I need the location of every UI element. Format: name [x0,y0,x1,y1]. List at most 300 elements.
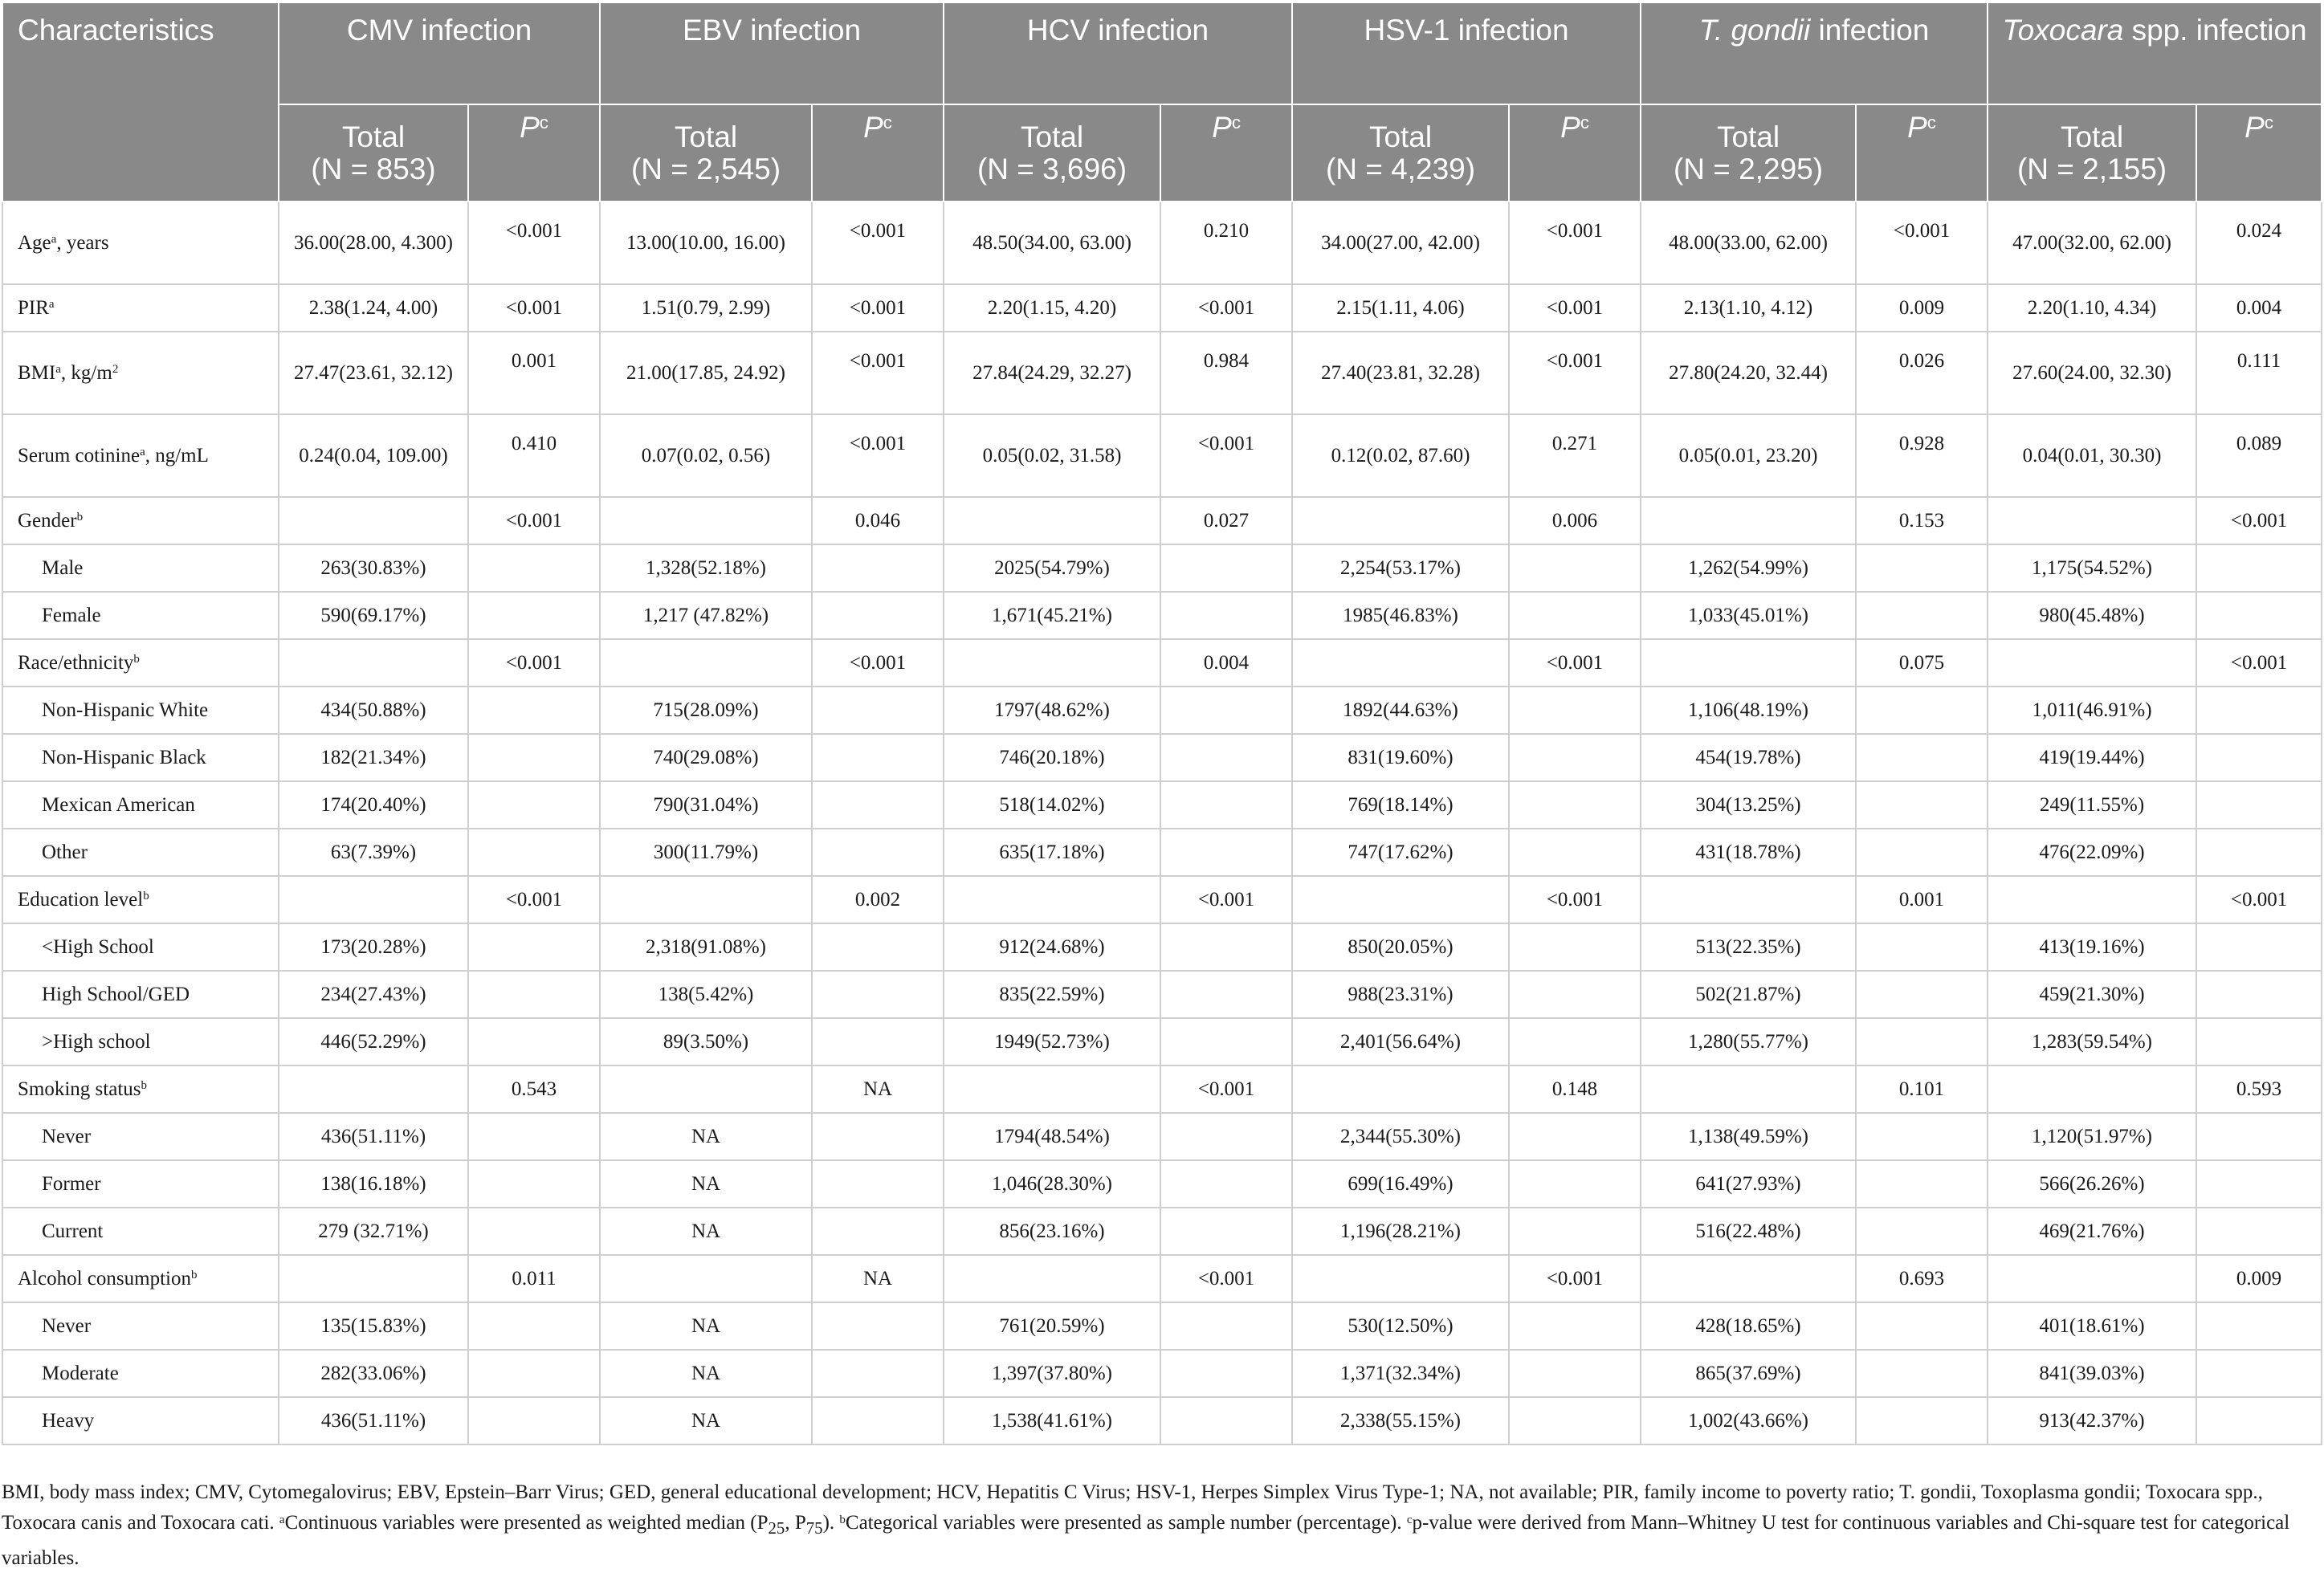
p-value-cell [812,1113,944,1160]
p-value-cell [2196,544,2322,592]
value-cell: 48.50(34.00, 63.00) [944,202,1160,284]
row-label [2,639,279,687]
footnote-p-word: p [1412,1512,1423,1534]
value-cell: 173(20.28%) [279,923,468,971]
table-row [2,592,2322,639]
table-row [2,971,2322,1018]
value-cell: 0.12(0.02, 87.60) [1292,414,1509,497]
value-cell: 0.05(0.01, 23.20) [1641,414,1856,497]
header-p-3 [1509,104,1641,202]
p-value-cell: <0.001 [812,202,944,284]
row-label-text: Other [42,841,88,863]
row-label-text: Moderate [42,1362,119,1384]
row-label-text: Current [42,1220,104,1242]
footnote-sep2: ; [2135,1481,2146,1503]
value-cell: 2.38(1.24, 4.00) [279,284,468,332]
value-cell: 454(19.78%) [1641,734,1856,781]
p-value-cell [468,781,600,829]
table-row [2,1350,2322,1397]
value-cell [600,639,812,687]
value-cell: 234(27.43%) [279,971,468,1018]
p-value-cell [1160,1113,1292,1160]
value-cell [944,639,1160,687]
value-cell: 263(30.83%) [279,544,468,592]
value-cell: 641(27.93%) [1641,1160,1856,1208]
p-value-cell [1160,687,1292,734]
p-value-cell [1160,781,1292,829]
footnote-tox-abbr: Toxocara [2145,1481,2220,1503]
value-cell: 831(19.60%) [1292,734,1509,781]
header-tgondii [1641,2,1988,104]
row-label [2,829,279,876]
p-value-cell [1160,971,1292,1018]
p-value-cell: <0.001 [812,332,944,414]
p-value-cell [812,592,944,639]
header-toxocara-italic: Toxocara [2002,14,2124,47]
p-value-cell [812,923,944,971]
p-value-cell [1160,1018,1292,1065]
p-value-cell: <0.001 [1160,1065,1292,1113]
value-cell: 428(18.65%) [1641,1302,1856,1350]
p-value-cell [812,544,944,592]
row-label-text: Gender [18,509,77,532]
value-cell: 2,338(55.15%) [1292,1397,1509,1444]
row-label-text: Serum cotinine [18,444,141,467]
p-value-cell: 0.001 [1856,876,1988,923]
footnote-spp: spp., [2220,1481,2263,1503]
header-p-sup: c [1580,112,1589,132]
row-label-text: BMI [18,361,56,384]
value-cell [279,1065,468,1113]
header-total-5 [1988,104,2196,202]
p-value-cell: <0.001 [1509,284,1641,332]
p-value-cell [812,1302,944,1350]
value-cell: 502(21.87%) [1641,971,1856,1018]
p-value-cell: <0.001 [812,284,944,332]
p-value-cell [468,1302,600,1350]
header-row-totals [2,104,2322,202]
p-value-cell: <0.001 [1509,202,1641,284]
row-label-text: Education level [18,888,144,911]
header-p-label: P [520,111,540,144]
header-total-4 [1641,104,1856,202]
p-value-cell [1160,592,1292,639]
value-cell [600,1065,812,1113]
value-cell: 1,046(28.30%) [944,1160,1160,1208]
p-value-cell [1856,829,1988,876]
p-value-cell: <0.001 [468,202,600,284]
table-row [2,1302,2322,1350]
value-cell: 27.84(24.29, 32.27) [944,332,1160,414]
header-total-label: Total [1020,120,1084,153]
table-row [2,781,2322,829]
row-label-text: Female [42,604,101,626]
p-value-cell [812,1018,944,1065]
value-cell: 2.15(1.11, 4.06) [1292,284,1509,332]
value-cell: NA [600,1397,812,1444]
value-cell: 27.40(23.81, 32.28) [1292,332,1509,414]
p-value-cell: 0.075 [1856,639,1988,687]
p-value-cell: 0.002 [812,876,944,923]
table-container [2,2,2321,1569]
row-label-text: Age [18,231,51,254]
value-cell: 1,120(51.97%) [1988,1113,2196,1160]
footnote-end1: . [269,1512,279,1534]
p-value-cell [1856,1397,1988,1444]
p-value-cell [1160,1160,1292,1208]
value-cell: 34.00(27.00, 42.00) [1292,202,1509,284]
p-value-cell [2196,1302,2322,1350]
row-label-text: Alcohol consumption [18,1267,191,1290]
p-value-cell: <0.001 [468,497,600,544]
header-total-label: Total [2060,120,2124,153]
p-value-cell [468,734,600,781]
value-cell [600,497,812,544]
p-value-cell: <0.001 [812,414,944,497]
row-label [2,1397,279,1444]
p-value-cell [1160,1302,1292,1350]
value-cell: NA [600,1160,812,1208]
p-value-cell [1509,1208,1641,1255]
row-label-sup: b [190,1269,198,1281]
p-value-cell: <0.001 [1509,876,1641,923]
value-cell [1641,497,1856,544]
value-cell [944,1255,1160,1302]
value-cell: 865(37.69%) [1641,1350,1856,1397]
value-cell: 1,002(43.66%) [1641,1397,1856,1444]
header-total-n: (N = 853) [311,152,436,185]
footnote-note-a: Continuous variables were presented as weighted median (P [284,1512,769,1534]
value-cell: 27.80(24.20, 32.44) [1641,332,1856,414]
value-cell: 27.60(24.00, 32.30) [1988,332,2196,414]
value-cell: 1,397(37.80%) [944,1350,1160,1397]
table-footnote [2,1477,2314,1574]
header-total-n: (N = 2,545) [630,152,781,185]
value-cell: 1,033(45.01%) [1641,592,1856,639]
p-value-cell: <0.001 [1160,414,1292,497]
p-value-cell: <0.001 [468,876,600,923]
value-cell [1641,876,1856,923]
header-p-sup: c [539,112,548,132]
header-hsv1: HSV-1 infection [1292,2,1641,104]
row-label [2,1255,279,1302]
row-label-suffix: , kg/m [60,361,112,384]
value-cell: 2,401(56.64%) [1292,1018,1509,1065]
value-cell: 138(16.18%) [279,1160,468,1208]
value-cell [1292,639,1509,687]
p-value-cell [812,1397,944,1444]
p-value-cell: <0.001 [1160,1255,1292,1302]
characteristics-table [2,2,2322,1445]
row-label-text: Non-Hispanic White [42,699,209,721]
value-cell: 1,280(55.77%) [1641,1018,1856,1065]
value-cell: 0.05(0.02, 31.58) [944,414,1160,497]
row-label-sup: a [48,298,55,311]
p-value-cell [1509,923,1641,971]
value-cell: 21.00(17.85, 24.92) [600,332,812,414]
p-value-cell [1509,544,1641,592]
value-cell: 413(19.16%) [1988,923,2196,971]
header-total-n: (N = 4,239) [1325,152,1476,185]
row-label-text: Mexican American [42,793,195,816]
footnote-note-c: -value were derived from Mann–Whitney U test for continuous variables and Chi-square test for categorical variables. [2,1512,2290,1569]
row-label-sup2: 2 [112,363,119,376]
value-cell: 769(18.14%) [1292,781,1509,829]
footnote-sup-a: a [279,1513,285,1526]
value-cell: 279 (32.71%) [279,1208,468,1255]
value-cell [944,1065,1160,1113]
header-total-3 [1292,104,1509,202]
value-cell: 1,138(49.59%) [1641,1113,1856,1160]
value-cell [1641,1065,1856,1113]
p-value-cell [2196,687,2322,734]
value-cell: 2.20(1.10, 4.34) [1988,284,2196,332]
header-p-label: P [2244,111,2265,144]
p-value-cell [468,971,600,1018]
value-cell: 1.51(0.79, 2.99) [600,284,812,332]
value-cell [1988,639,2196,687]
p-value-cell [1160,1350,1292,1397]
header-p-2 [1160,104,1292,202]
value-cell: 436(51.11%) [279,1397,468,1444]
p-value-cell [468,544,600,592]
header-p-label: P [1212,111,1232,144]
value-cell [1988,1065,2196,1113]
value-cell: 436(51.11%) [279,1113,468,1160]
p-value-cell: <0.001 [2196,639,2322,687]
p-value-cell [1160,1397,1292,1444]
table-row [2,1397,2322,1444]
p-value-cell: <0.001 [812,639,944,687]
p-value-cell: 0.148 [1509,1065,1641,1113]
row-label-sup: a [51,233,57,246]
header-hcv: HCV infection [944,2,1292,104]
table-row [2,1113,2322,1160]
p-value-cell [1160,829,1292,876]
p-value-cell: <0.001 [1509,332,1641,414]
p-value-cell [2196,1160,2322,1208]
value-cell: 790(31.04%) [600,781,812,829]
row-label [2,592,279,639]
p-value-cell: 0.009 [1856,284,1988,332]
p-value-cell [1856,544,1988,592]
value-cell: 13.00(10.00, 16.00) [600,202,812,284]
value-cell [279,639,468,687]
p-value-cell [468,592,600,639]
row-label-text: PIR [18,296,49,319]
footnote-and: and [122,1512,161,1534]
row-label-sup: b [143,890,149,903]
row-label [2,1350,279,1397]
value-cell: NA [600,1302,812,1350]
p-value-cell: <0.001 [1856,202,1988,284]
p-value-cell [1509,1018,1641,1065]
p-value-cell: <0.001 [468,284,600,332]
p-value-cell [1856,734,1988,781]
table-row [2,1065,2322,1113]
p-value-cell [1509,1302,1641,1350]
value-cell: 304(13.25%) [1641,781,1856,829]
p-value-cell [812,781,944,829]
p-value-cell: <0.001 [1160,284,1292,332]
row-label-text: >High school [42,1030,151,1053]
p-value-cell: 0.011 [468,1255,600,1302]
table-row [2,734,2322,781]
table-row [2,544,2322,592]
p-value-cell [1509,971,1641,1018]
p-value-cell [1160,544,1292,592]
p-value-cell: <0.001 [468,639,600,687]
row-label-text: Never [42,1125,92,1147]
value-cell [1292,497,1509,544]
value-cell [600,876,812,923]
p-value-cell [468,1113,600,1160]
header-total-n: (N = 3,696) [976,152,1127,185]
p-value-cell [1509,1397,1641,1444]
p-value-cell [468,1397,600,1444]
row-label [2,497,279,544]
p-value-cell: 0.543 [468,1065,600,1113]
p-value-cell: 0.928 [1856,414,1988,497]
header-toxocara [1988,2,2322,104]
p-value-cell [468,1350,600,1397]
p-value-cell [2196,1113,2322,1160]
value-cell: 513(22.35%) [1641,923,1856,971]
p-value-cell: <0.001 [2196,497,2322,544]
value-cell: 0.04(0.01, 30.30) [1988,414,2196,497]
value-cell: 1,106(48.19%) [1641,687,1856,734]
value-cell [1292,1065,1509,1113]
value-cell [1292,1255,1509,1302]
p-value-cell: 0.024 [2196,202,2322,284]
p-value-cell [1509,687,1641,734]
p-value-cell [1856,1208,1988,1255]
value-cell: 761(20.59%) [944,1302,1160,1350]
row-label-text: Smoking status [18,1078,141,1100]
p-value-cell: <0.001 [1509,639,1641,687]
row-label-sup: b [141,1079,147,1092]
p-value-cell: 0.089 [2196,414,2322,497]
value-cell [279,497,468,544]
row-label [2,1113,279,1160]
p-value-cell: 0.004 [1160,639,1292,687]
p-value-cell: 0.410 [468,414,600,497]
header-p-label: P [1560,111,1580,144]
header-p-label: P [863,111,883,144]
p-value-cell [468,923,600,971]
value-cell: 516(22.48%) [1641,1208,1856,1255]
p-value-cell [1509,734,1641,781]
header-total-0 [279,104,468,202]
p-value-cell [1160,923,1292,971]
value-cell: 1,175(54.52%) [1988,544,2196,592]
value-cell: 434(50.88%) [279,687,468,734]
header-cmv: CMV infection [279,2,600,104]
table-row [2,876,2322,923]
value-cell: 1797(48.62%) [944,687,1160,734]
p-value-cell: 0.026 [1856,332,1988,414]
p-value-cell: 0.271 [1509,414,1641,497]
value-cell [279,1255,468,1302]
value-cell: 174(20.40%) [279,781,468,829]
p-value-cell [1509,1113,1641,1160]
p-value-cell [468,829,600,876]
value-cell: 469(21.76%) [1988,1208,2196,1255]
p-value-cell: <0.001 [1509,1255,1641,1302]
value-cell: 476(22.09%) [1988,829,2196,876]
value-cell: 282(33.06%) [279,1350,468,1397]
p-value-cell: 0.006 [1509,497,1641,544]
p-value-cell: 0.046 [812,497,944,544]
row-label-text: Male [42,556,84,579]
value-cell: 913(42.37%) [1988,1397,2196,1444]
header-p-sup: c [2264,112,2273,132]
value-cell: 300(11.79%) [600,829,812,876]
value-cell: 1794(48.54%) [944,1113,1160,1160]
p-value-cell: NA [812,1255,944,1302]
header-total-n: (N = 2,155) [2016,152,2167,185]
value-cell: 2.13(1.10, 4.12) [1641,284,1856,332]
row-label [2,923,279,971]
table-row [2,202,2322,284]
table-row [2,1208,2322,1255]
footnote-tg-abbr: T. gondii [1899,1481,1971,1503]
value-cell: 1949(52.73%) [944,1018,1160,1065]
table-row [2,1018,2322,1065]
p-value-cell: 0.001 [468,332,600,414]
header-p-5 [2196,104,2322,202]
header-total-label: Total [674,120,738,153]
header-toxocara-rest: spp. infection [2123,14,2307,47]
p-value-cell [2196,1397,2322,1444]
row-label [2,1208,279,1255]
header-characteristics: Characteristics [2,2,279,202]
p-value-cell: 0.027 [1160,497,1292,544]
p-value-cell: 0.101 [1856,1065,1988,1113]
value-cell: 850(20.05%) [1292,923,1509,971]
table-row [2,497,2322,544]
row-label [2,284,279,332]
p-value-cell [2196,1350,2322,1397]
footnote-close: ). [822,1512,840,1534]
footnote-tox-cati: Toxocara cati [161,1512,270,1534]
p-value-cell [812,687,944,734]
value-cell [1641,639,1856,687]
p-value-cell [468,1160,600,1208]
value-cell [1988,497,2196,544]
value-cell: 530(12.50%) [1292,1302,1509,1350]
footnote-tox-canis: Toxocara canis [2,1512,123,1534]
value-cell: 182(21.34%) [279,734,468,781]
header-p-4 [1856,104,1988,202]
row-label-text: <High School [42,935,154,958]
footnote-tg-full: Toxoplasma gondii [1981,1481,2136,1503]
value-cell: 740(29.08%) [600,734,812,781]
row-label [2,1018,279,1065]
p-value-cell [1856,687,1988,734]
footnote-abbrev: BMI, body mass index; CMV, Cytomegalovirus; EBV, Epstein–Barr Virus; GED, general educational development; HCV, Hepatitis C Virus; HSV-1, Herpes Simplex Virus Type-1; NA, not available; PIR, family income to poverty ratio; [2,1481,1900,1503]
p-value-cell: <0.001 [1160,876,1292,923]
value-cell: 841(39.03%) [1988,1350,2196,1397]
header-ebv: EBV infection [600,2,944,104]
value-cell: 1,262(54.99%) [1641,544,1856,592]
value-cell: 1,011(46.91%) [1988,687,2196,734]
p-value-cell [1856,1018,1988,1065]
row-label-suffix: , years [56,231,109,254]
value-cell: 2,254(53.17%) [1292,544,1509,592]
value-cell [1988,876,2196,923]
value-cell: 27.47(23.61, 32.12) [279,332,468,414]
